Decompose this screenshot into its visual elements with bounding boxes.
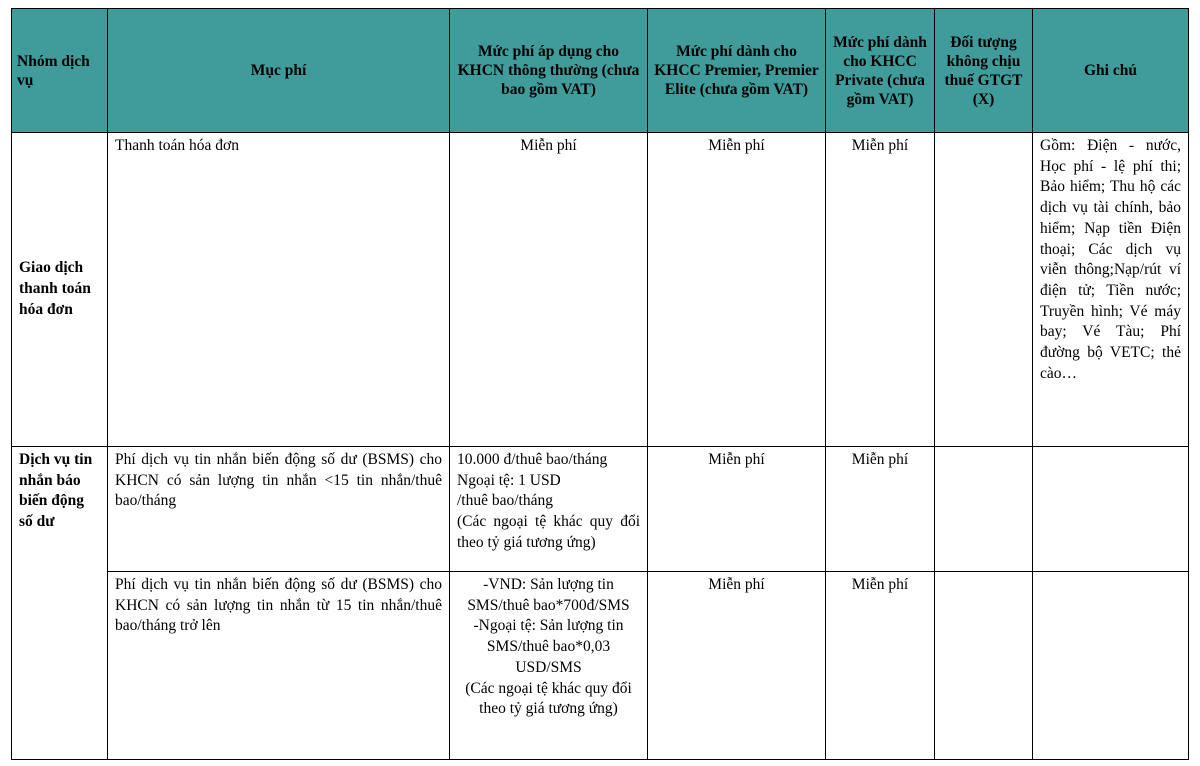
fee-table <box>11 8 1189 760</box>
vat-exempt-cell <box>935 133 1033 447</box>
header-private-fee: Mức phí dành cho KHCC Private (chưa gồm VAT) <box>826 9 935 133</box>
item-cell: Phí dịch vụ tin nhắn biến động số dư (BSMS) cho KHCN có sản lượng tin nhắn từ 15 tin nhắn/thuê bao/tháng trở lên <box>108 572 450 760</box>
premier-fee-cell: Miễn phí <box>648 133 826 447</box>
private-fee-cell: Miễn phí <box>826 133 935 447</box>
header-note: Ghi chú <box>1033 9 1189 133</box>
vat-exempt-cell <box>935 572 1033 760</box>
premier-fee-cell: Miễn phí <box>648 572 826 760</box>
fee-line: 10.000 đ/thuê bao/tháng <box>457 451 608 468</box>
header-row <box>12 9 1189 133</box>
premier-fee-cell: Miễn phí <box>648 447 826 572</box>
standard-fee-cell <box>450 572 648 760</box>
private-fee-cell: Miễn phí <box>826 447 935 572</box>
fee-line: (Các ngoại tệ khác quy đổi theo tỷ giá tương ứng) <box>465 679 632 718</box>
vat-exempt-cell <box>935 447 1033 572</box>
fee-line: -Ngoại tệ: Sản lượng tin SMS/thuê bao*0,03 USD/SMS <box>473 617 624 676</box>
fee-table-wrapper <box>11 8 1189 760</box>
table-row <box>12 447 1189 572</box>
note-cell <box>1033 572 1189 760</box>
item-cell: Thanh toán hóa đơn <box>108 133 450 447</box>
fee-line: Ngoại tệ: 1 USD <box>457 471 561 489</box>
standard-fee-cell <box>450 447 648 572</box>
fee-line: -VND: Sản lượng tin SMS/thuê bao*700đ/SMS <box>467 576 630 614</box>
table-row <box>12 572 1189 760</box>
header-premier-fee: Mức phí dành cho KHCC Premier, Premier Elite (chưa gồm VAT) <box>648 9 826 133</box>
table-row <box>12 133 1189 447</box>
fee-line: (Các ngoại tệ khác quy đổi theo tỷ giá tương ứng) <box>457 513 640 551</box>
private-fee-cell: Miễn phí <box>826 572 935 760</box>
header-standard-fee: Mức phí áp dụng cho KHCN thông thường (chưa bao gồm VAT) <box>450 9 648 133</box>
header-vat-exempt: Đối tượng không chịu thuế GTGT (X) <box>935 9 1033 133</box>
standard-fee-cell: Miễn phí <box>450 133 648 447</box>
note-cell <box>1033 447 1189 572</box>
item-cell: Phí dịch vụ tin nhắn biến động số dư (BSMS) cho KHCN có sản lượng tin nhắn <15 tin nhắn/thuê bao/tháng <box>108 447 450 572</box>
header-group: Nhóm dịch vụ <box>12 9 108 133</box>
group-bsms: Dịch vụ tin nhắn báo biến động số dư <box>12 447 108 760</box>
header-item: Mục phí <box>108 9 450 133</box>
group-bill-payment: Giao dịch thanh toán hóa đơn <box>12 133 108 447</box>
note-cell: Gồm: Điện - nước, Học phí - lệ phí thi; Bảo hiểm; Thu hộ các dịch vụ tài chính, bảo hiểm; Nạp tiền Điện thoại; Các dịch vụ viễn thông;Nạp/rút ví điện tử; Tiền nước; Truyền hình; Vé máy bay; Vé Tàu; Phí đường bộ VETC; thẻ cào… <box>1033 133 1189 447</box>
fee-line: /thuê bao/tháng <box>457 492 553 510</box>
